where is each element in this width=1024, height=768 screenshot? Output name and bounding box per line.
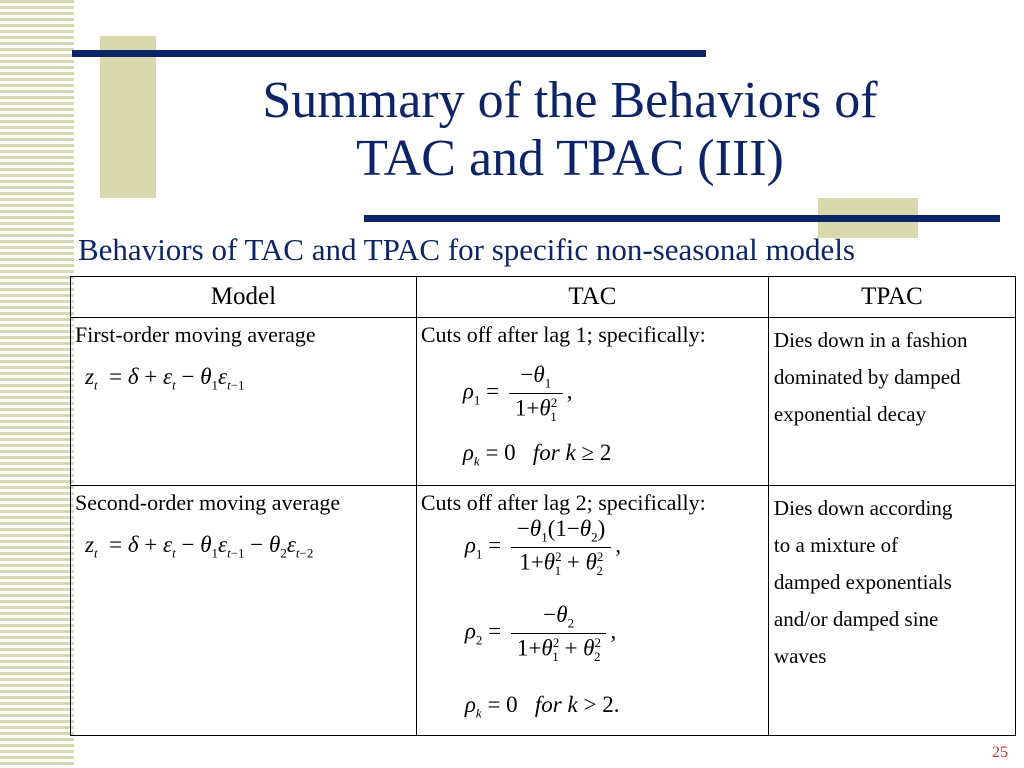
tac-cell	[416, 486, 768, 736]
model-label: First-order moving average	[75, 322, 316, 347]
ma2-rhok-equation: $\rho_k = 0$ for k > 2.	[464, 692, 620, 721]
behavior-table	[70, 276, 1016, 736]
tpac-description: Dies down in a fashion dominated by damped exponential decay	[773, 328, 968, 426]
tpac-cell	[768, 318, 1015, 486]
header-model: Model	[71, 277, 417, 318]
header-tpac: TPAC	[768, 277, 1015, 318]
tac-intro: Cuts off after lag 1; specifically:	[420, 322, 706, 347]
ma1-equation: $z_t = \delta + \varepsilon_t - \theta_1\varepsilon_{t-1}$	[85, 364, 245, 393]
tac-intro: Cuts off after lag 2; specifically:	[420, 490, 706, 515]
ma1-rhok-equation: $\rho_k = 0$ for k ≥ 2	[462, 440, 612, 469]
tac-cell	[416, 318, 768, 486]
tpac-cell	[768, 486, 1015, 736]
title-line-1: Summary of the Behaviors of	[262, 72, 878, 129]
ma2-equation: $z_t = \delta + \varepsilon_t - \theta_1\varepsilon_{t-1} - \theta_2\varepsilon_{t-2}$	[85, 532, 314, 561]
title-rule-bottom	[364, 215, 1000, 222]
ma2-rho2-equation: $\rho_2$ = $\frac{-\theta_2}{1+\theta^2_1 + \theta^2_2}$ ,	[464, 602, 617, 664]
model-label: Second-order moving average	[75, 490, 341, 515]
table-row	[71, 318, 1016, 486]
header-tac: TAC	[416, 277, 768, 318]
title-line-2: TAC and TPAC (III)	[356, 130, 784, 187]
title-rule-top	[72, 50, 706, 57]
ma2-rho1-equation: $\rho_1$ = $\frac{-\theta_1(1-\theta_2)}{1+\theta^2_1 + \theta^2_2}$ ,	[464, 516, 622, 578]
ma1-rho1-equation: $\rho_1$ = $\frac{-\theta_1}{1+\theta^2_1}$ ,	[462, 362, 573, 424]
table-row	[71, 486, 1016, 736]
slide-subtitle: Behaviors of TAC and TPAC for specific non-seasonal models	[78, 232, 855, 267]
decorative-stripes	[0, 0, 74, 768]
page-number: 25	[992, 744, 1008, 761]
model-cell	[71, 318, 417, 486]
slide-title	[140, 72, 1000, 188]
table-header-row	[71, 277, 1016, 318]
tpac-description: Dies down according to a mixture of damped exponentials and/or damped sine waves	[773, 496, 953, 668]
model-cell	[71, 486, 417, 736]
